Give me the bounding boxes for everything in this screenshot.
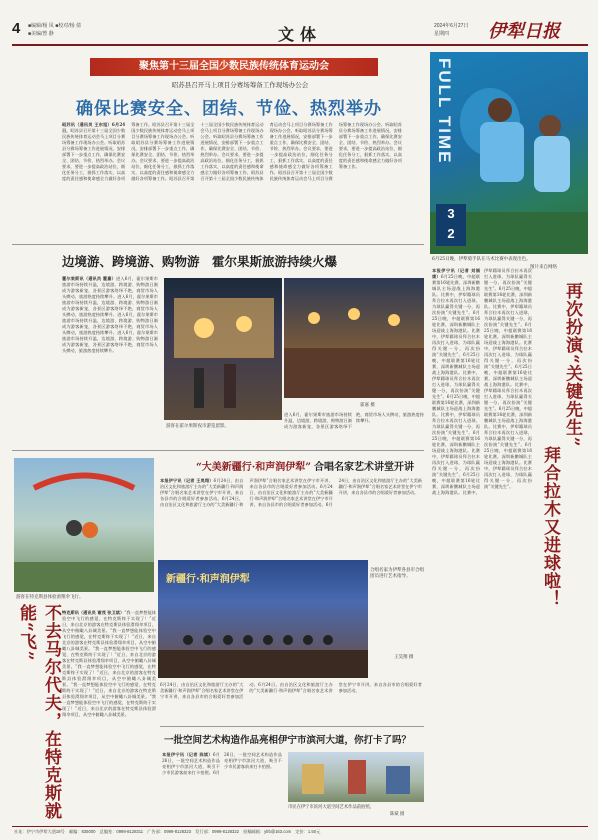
choir-text: 6月24日，由自治区文化和旅游厅主办的“大美新疆行·和声润伊犁”合唱名家艺术讲堂在伊宁市开讲，来自各县市的合唱爱好者参加活动。 (160, 478, 244, 501)
football-text-repeat-9: 6月25日晚，中超联赛第16轮比赛，深圳新鹏城队主场迎战上海海港队。比赛中，伊犁籍球员拜合拉木再次打入进球，为球队赢得关键一分，再次扮演“关键先生”。 (484, 406, 532, 447)
editor-credit: ■编辑/杨 凤 ■校对/杨 倩 (28, 23, 81, 29)
art-photo-credit: 陈斌 摄 (390, 812, 405, 817)
art-byline: 本报伊宁讯（记者 陈斌） (162, 752, 213, 757)
choir-headline: 合唱名家艺术讲堂开讲 (314, 462, 414, 473)
article-text-repeat-2: 昭苏县召开第十三届全国少数民族传统体育运动会马上项目分赛场筹备工作现场办公会。听取昭苏县分赛场筹备工作进展情况，安排部署下一步重点工作，确保比赛安全、团结、节俭、热烈举办。会议要求，要进一步提高政治站位，细化任务分工，狠抓工作落实，以高度的责任感和使命感全力做好各项筹备工作。 (169, 122, 264, 181)
issue-weekday: 星期四 (434, 31, 450, 37)
night-market-photo (284, 278, 424, 398)
footer-text: 社址：伊宁市伊犁大道18号 邮编：835000 总编室：0999-8128311 广告部：0999-8128323 发行部：0999-8128322 投稿邮箱：ylrb@163.com 定价：1.50元 (14, 829, 321, 834)
page-number: 4 (12, 20, 21, 37)
choir-photo-caption: 合唱名家为伊犁各县市合唱团员进行艺术指导。 (370, 568, 424, 579)
art-text-repeat: 6月26日，一批空间艺术构造作品亮相伊宁市滨河大道，吸引不少市民游客前来打卡拍照。 (213, 752, 282, 775)
paragliding-text-repeat-2: “我一直梦想能体验空中飞行的感觉，在特克斯终于实现了！”近日，来自北京的游客在特克斯县体验滑翔伞项目，从空中俯瞰八卦城美景。 (62, 646, 156, 669)
paragliding-body (62, 610, 156, 820)
tourism-text: 进入6月，霍尔果斯市旅游市场持续升温，边境游、跨境游、购物游日渐成为游客新宠，各景区游客络绎不绝，商贸市场人头攒动，旅游热度持续攀升。 (62, 276, 158, 299)
choir-photo-banner: 新疆行·和声润伊犁 (166, 574, 250, 585)
score-away: 2 (447, 226, 455, 241)
football-byline: 本报伊宁讯（记者 刘福康） (432, 268, 480, 279)
paragliding-photo-art (14, 458, 154, 592)
football-text: 6月25日晚，中超联赛第16轮比赛，深圳新鹏城队主场迎战上海海港队。比赛中，伊犁籍球员拜合拉木再次打入进球，为球队赢得关键一分，再次扮演“关键先生”。 (432, 274, 480, 315)
full-time-title: FULL TIME (435, 58, 454, 165)
choir-text-repeat: 6月24日，由自治区文化和旅游厅主办的“大美新疆行·和声润伊犁”合唱名家艺术讲堂在伊宁市开讲，来自各县市的合唱爱好者参加活动。 (160, 478, 333, 507)
masthead (0, 0, 598, 52)
tourism-headline: 边境游、跨境游、购物游 霍尔果斯旅游持续火爆 (62, 254, 338, 269)
tourism-text-repeat: 进入6月，霍尔果斯市旅游市场持续升温，边境游、跨境游、购物游日渐成为游客新宠，各景区游客络绎不绝，商贸市场人头攒动，旅游热度持续攀升。 (62, 294, 158, 317)
tourism-byline: 霍尔果斯讯（通讯员 霍嘉） (62, 276, 117, 281)
football-text-repeat-6: 6月25日晚，中超联赛第16轮比赛，深圳新鹏城队主场迎战上海海港队。比赛中，伊犁籍球员拜合拉木再次打入进球，为球队赢得关键一分，再次扮演“关键先生”。 (484, 286, 532, 327)
paragliding-text-repeat: “我一直梦想能体验空中飞行的感觉，在特克斯终于实现了！”近日，来自北京的游客在特克斯县体验滑翔伞项目，从空中俯瞰八卦城美景。 (62, 628, 156, 651)
football-text-repeat-10: 6月25日晚，中超联赛第16轮比赛，深圳新鹏城队主场迎战上海海港队。比赛中，伊犁籍球员拜合拉木再次打入进球，为球队赢得关键一分，再次扮演“关键先生”。 (484, 442, 532, 489)
article-byline: 昭苏讯（通讯员 王东旭）6月24日， (62, 122, 126, 133)
choir-text-repeat-2: 6月24日，由自治区文化和旅游厅主办的“大美新疆行·和声润伊犁”合唱名家艺术讲堂在伊宁市开讲，来自各县市的合唱爱好者参加活动。 (249, 484, 333, 507)
art-photo (288, 752, 424, 802)
football-text-repeat: 6月25日晚，中超联赛第16轮比赛，深圳新鹏城队主场迎战上海海港队。比赛中，伊犁籍球员拜合拉木再次打入进球，为球队赢得关键一分，再次扮演“关键先生”。 (432, 310, 480, 357)
article-body (62, 122, 402, 240)
football-text-repeat-2: 6月25日晚，中超联赛第16轮比赛，深圳新鹏城队主场迎战上海海港队。比赛中，伊犁籍球员拜合拉木再次打入进球，为球队赢得关键一分，再次扮演“关键先生”。 (432, 352, 480, 399)
tourism-photo-credit: 霍嘉 摄 (360, 403, 375, 408)
masthead-rule (12, 44, 588, 46)
football-headline-2: 拜合拉木又进球啦！ (540, 446, 560, 608)
divider-2 (12, 450, 424, 451)
paper-name-logo: 伊犁日报 (488, 21, 560, 42)
tourism-photo (164, 278, 282, 420)
art-photo-caption: 市民在伊宁市滨河大道空间艺术作品前拍照。 (288, 805, 374, 810)
choir-kicker: “大美新疆行·和声润伊犁” (196, 462, 311, 473)
paragliding-byline: 特克斯讯（通讯员 谢茂 张卫斌） (62, 610, 125, 615)
choir-body-lower (160, 682, 422, 724)
football-photo (430, 52, 588, 254)
divider-1 (12, 244, 424, 245)
football-text-repeat-7: 6月25日晚，中超联赛第16轮比赛，深圳新鹏城队主场迎战上海海港队。比赛中，伊犁籍球员拜合拉木再次打入进球，为球队赢得关键一分，再次扮演“关键先生”。 (484, 322, 532, 369)
article-text-repeat-3: 昭苏县召开第十三届全国少数民族传统体育运动会马上项目分赛场筹备工作现场办公会。听取昭苏县分赛场筹备工作进展情况，安排部署下一步重点工作，确保比赛安全、团结、节俭、热烈举办。会议要求，要进一步提高政治站位，细化任务分工，狠抓工作落实，以高度的责任感和使命感全力做好各项筹备工作。 (200, 122, 333, 181)
divider-3 (160, 726, 424, 727)
footer-rule (12, 826, 588, 827)
art-photo-art (288, 752, 424, 802)
paragliding-text-repeat-5: “我一直梦想能体验空中飞行的感觉，在特克斯终于实现了！”近日，来自北京的游客在特克斯县体验滑翔伞项目，从空中俯瞰八卦城美景。 (62, 694, 156, 717)
football-text-repeat-4: 6月25日晚，中超联赛第16轮比赛，深圳新鹏城队主场迎战上海海港队。比赛中，伊犁籍球员拜合拉木再次打入进球，为球队赢得关键一分，再次扮演“关键先生”。 (432, 430, 480, 477)
paragliding-photo (14, 458, 154, 592)
choir-text-repeat-3: 6月24日，由自治区文化和旅游厅主办的“大美新疆行·和声润伊犁”合唱名家艺术讲堂在伊宁市开讲，来自各县市的合唱爱好者参加活动。 (325, 478, 422, 507)
choir-text-lower-2: 6月24日，由自治区文化和旅游厅主办的“大美新疆行·和声润伊犁”合唱名家艺术讲堂在伊宁市开讲，来自各县市的合唱爱好者参加活动。 (249, 682, 422, 693)
tourism-photo-art (164, 278, 282, 420)
art-text: 6月26日，一批空间艺术构造作品亮相伊宁市滨河大道，吸引不少市民游客前来打卡拍照。 (162, 752, 220, 775)
tourism-text-repeat-2: 进入6月，霍尔果斯市旅游市场持续升温，边境游、跨境游、购物游日渐成为游客新宠，各景区游客络绎不绝，商贸市场人头攒动，旅游热度持续攀升。 (62, 312, 158, 335)
banner-text: 聚焦第十三届全国少数民族传统体育运动会 (139, 61, 329, 72)
football-text-repeat-5: 6月25日晚，中超联赛第16轮比赛，深圳新鹏城队主场迎战上海海港队。比赛中，伊犁籍球员拜合拉木再次打入进球，为球队赢得关键一分，再次扮演“关键先生”。 (432, 268, 532, 495)
football-headline-1: 再次扮演“关键先生” (562, 282, 582, 448)
football-photo-credit: 图片来自网络 (530, 265, 557, 270)
section-title: 文体 (278, 25, 323, 44)
article-text: 昭苏县召开第十三届全国少数民族传统体育运动会马上项目分赛场筹备工作现场办公会。听取昭苏县分赛场筹备工作进展情况，安排部署下一步重点工作，确保比赛安全、团结、节俭、热烈举办。会议要求，要进一步提高政治站位，细化任务分工，狠抓工作落实，以高度的责任感和使命感全力做好各项筹备工作。 (62, 122, 153, 181)
article-banner (90, 58, 378, 76)
score-home: 3 (447, 206, 455, 221)
choir-text-lower: 6月24日，由自治区文化和旅游厅主办的“大美新疆行·和声润伊犁”合唱名家艺术讲堂在伊宁市开讲，来自各县市的合唱爱好者参加活动。 (160, 682, 259, 699)
choir-photo-credit: 王昊翔 摄 (394, 655, 414, 660)
article-text-repeat-4: 昭苏县召开第十三届全国少数民族传统体育运动会马上项目分赛场筹备工作现场办公会。听取昭苏县分赛场筹备工作进展情况，安排部署下一步重点工作，确保比赛安全、团结、节俭、热烈举办。会议要求，要进一步提高政治站位，细化任务分工，狠抓工作落实，以高度的责任感和使命感全力做好各项筹备工作。 (269, 122, 402, 181)
choir-byline: 本报伊宁讯（记者 王昊翔） (160, 478, 214, 483)
paragliding-text-repeat-4: “我一直梦想能体验空中飞行的感觉，在特克斯终于实现了！”近日，来自北京的游客在特克斯县体验滑翔伞项目，从空中俯瞰八卦城美景。 (62, 682, 156, 699)
article-text-repeat: 昭苏县召开第十三届全国少数民族传统体育运动会马上项目分赛场筹备工作现场办公会。听取昭苏县分赛场筹备工作进展情况，安排部署下一步重点工作，确保比赛安全、团结、节俭、热烈举办。会议要求，要进一步提高政治站位，细化任务分工，狠抓工作落实，以高度的责任感和使命感全力做好各项筹备工作。 (131, 122, 195, 181)
article-subhead: 昭苏县召开马上项目分赛场筹备工作现场办公会 (171, 81, 309, 89)
tourism-text-repeat-3: 进入6月，霍尔果斯市旅游市场持续升温，边境游、跨境游、购物游日渐成为游客新宠，各景区游客络绎不绝，商贸市场人头攒动，旅游热度持续攀升。 (62, 330, 158, 353)
issue-date: 2024年6月27日 (434, 23, 469, 29)
tourism-body-left (62, 276, 158, 436)
tourism-body-right (284, 412, 424, 446)
choir-photo (158, 560, 368, 678)
tourism-photo-caption: 游客在霍尔果斯夜市游览留影。 (166, 424, 229, 429)
designer-credit: ■美编/曾 静 (28, 31, 54, 37)
paragliding-headline: 不去马尔代夫，在特克斯就能“飞” (16, 604, 61, 820)
article-headline: 确保比赛安全、团结、节俭、热烈举办 (76, 99, 382, 119)
paragliding-text: “我一直梦想能体验空中飞行的感觉，在特克斯终于实现了！”近日，来自北京的游客在特克斯县体验滑翔伞项目，从空中俯瞰八卦城美景。 (62, 610, 156, 633)
scoreboard (436, 204, 466, 246)
paragliding-text-repeat-3: “我一直梦想能体验空中飞行的感觉，在特克斯终于实现了！”近日，来自北京的游客在特克斯县体验滑翔伞项目，从空中俯瞰八卦城美景。 (62, 664, 156, 687)
football-photo-caption: 6月25日晚，伊犁骑手队在马术比赛中表现出色。 (432, 257, 531, 262)
paragliding-photo-caption: 游客在特克斯县体验滑翔伞飞行。 (16, 595, 84, 600)
tourism-text-right: 进入6月，霍尔果斯市旅游市场持续升温，边境游、跨境游、购物游日渐成为游客新宠，各景区游客络绎不绝，商贸市场人头攒动，旅游热度持续攀升。 (284, 412, 424, 429)
football-text-repeat-8: 6月25日晚，中超联赛第16轮比赛，深圳新鹏城队主场迎战上海海港队。比赛中，伊犁籍球员拜合拉木再次打入进球，为球队赢得关键一分，再次扮演“关键先生”。 (484, 364, 532, 411)
football-text-repeat-3: 6月25日晚，中超联赛第16轮比赛，深圳新鹏城队主场迎战上海海港队。比赛中，伊犁籍球员拜合拉木再次打入进球，为球队赢得关键一分，再次扮演“关键先生”。 (432, 394, 480, 435)
art-headline: 一批空间艺术构造作品亮相伊宁市滨河大道，你打卡了吗？ (164, 735, 412, 746)
football-body (432, 268, 532, 816)
night-market-photo-art (284, 278, 424, 398)
art-body (162, 752, 282, 816)
choir-body (160, 478, 422, 558)
